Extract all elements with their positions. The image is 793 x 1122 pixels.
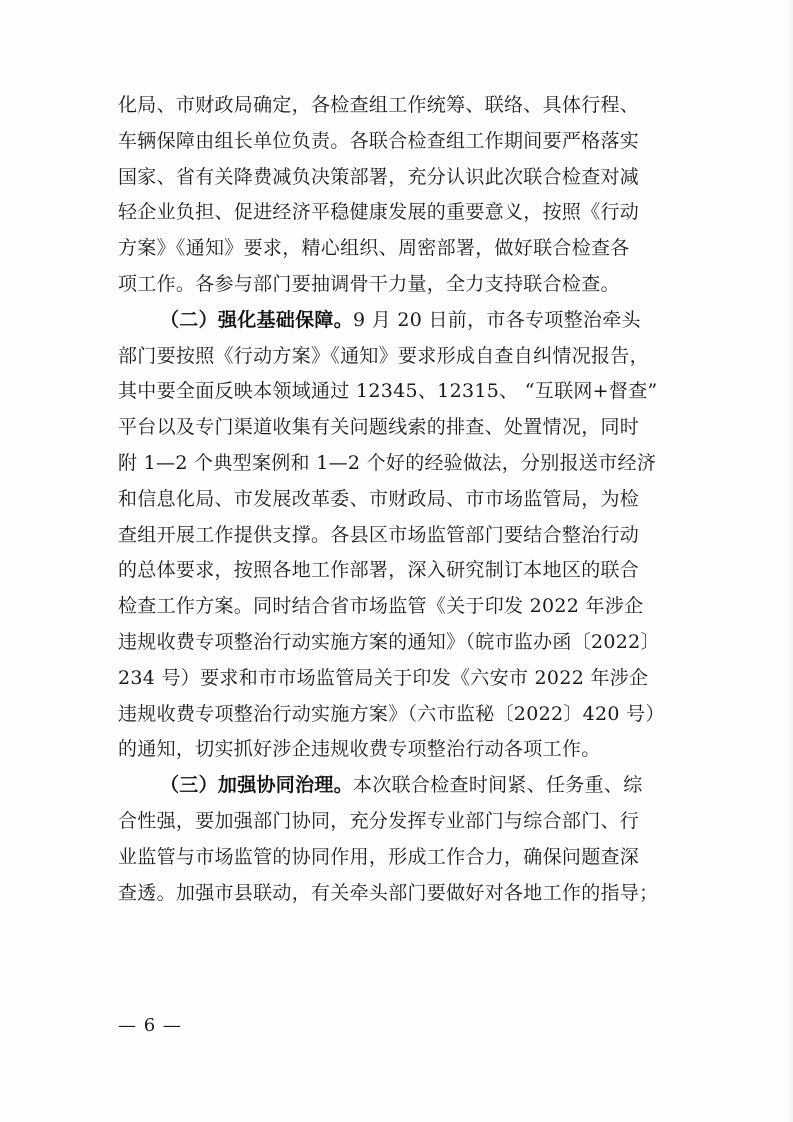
text-line: 的总体要求，按照各地工作部署，深入研究制订本地区的联合 bbox=[118, 559, 640, 582]
text-run: 9 月 20 日前，市各专项整治牵头 bbox=[353, 308, 641, 331]
text-line: 化局、市财政局确定，各检查组工作统筹、联络、具体行程、 bbox=[118, 94, 640, 116]
section-heading: （二）强化基础保障。 bbox=[160, 308, 354, 331]
page-edge bbox=[787, 0, 793, 1122]
text-line: 合性强，要加强部门协同，充分发挥专业部门与综合部门、行 bbox=[118, 809, 640, 832]
text-run: 本次联合检查时间紧、任务重、综 bbox=[353, 774, 643, 797]
text-line: 国家、省有关降费减负决策部署，充分认识此次联合检查对减 bbox=[118, 165, 640, 188]
text-line: 的通知，切实抓好涉企违规收费专项整治行动各项工作。 bbox=[118, 738, 601, 761]
text-line: 查透。加强市县联动，有关牵头部门要做好对各地工作的指导； bbox=[118, 881, 659, 904]
text-line: 和信息化局、市发展改革委、市财政局、市市场监管局，为检 bbox=[118, 487, 640, 510]
text-line: 平台以及专门渠道收集有关问题线索的排查、处置情况，同时 bbox=[118, 416, 640, 439]
text-line: 方案》《通知》要求，精心组织、周密部署，做好联合检查各 bbox=[118, 237, 630, 260]
section-heading: （三）加强协同治理。 bbox=[160, 774, 354, 797]
text-line: 部门要按照《行动方案》《通知》要求形成自查自纠情况报告， bbox=[118, 344, 649, 367]
document-body bbox=[118, 88, 688, 911]
paragraph-first-line bbox=[118, 303, 688, 339]
text-line: 项工作。各参与部门要抽调骨干力量，全力支持联合检查。 bbox=[118, 272, 620, 295]
text-line: 附 1—2 个典型案例和 1—2 个好的经验做法，分别报送市经济 bbox=[118, 451, 657, 474]
text-line: 违规收费专项整治行动实施方案的通知》（皖市监办函〔2022〕 bbox=[118, 630, 660, 653]
text-line: 业监管与市场监管的协同作用，形成工作合力，确保问题查深 bbox=[118, 845, 640, 868]
text-line: 查组开展工作提供支撑。各县区市场监管部门要结合整治行动 bbox=[118, 523, 640, 546]
text-line: 车辆保障由组长单位负责。各联合检查组工作期间要严格落实 bbox=[118, 129, 640, 152]
text-line: 轻企业负担、促进经济平稳健康发展的重要意义，按照《行动 bbox=[118, 201, 640, 224]
page-number: — 6 — bbox=[118, 1015, 182, 1036]
text-line: 检查工作方案。同时结合省市场监管《关于印发 2022 年涉企 bbox=[118, 595, 644, 618]
text-line: 234 号）要求和市市场监管局关于印发《六安市 2022 年涉企 bbox=[118, 666, 649, 689]
text-line: 违规收费专项整治行动实施方案》（六市监秘〔2022〕420 号） bbox=[118, 702, 665, 725]
text-line: 其中要全面反映本领域通过 12345、12315、 “互联网+督查” bbox=[118, 380, 658, 403]
paragraph-first-line bbox=[118, 768, 688, 804]
